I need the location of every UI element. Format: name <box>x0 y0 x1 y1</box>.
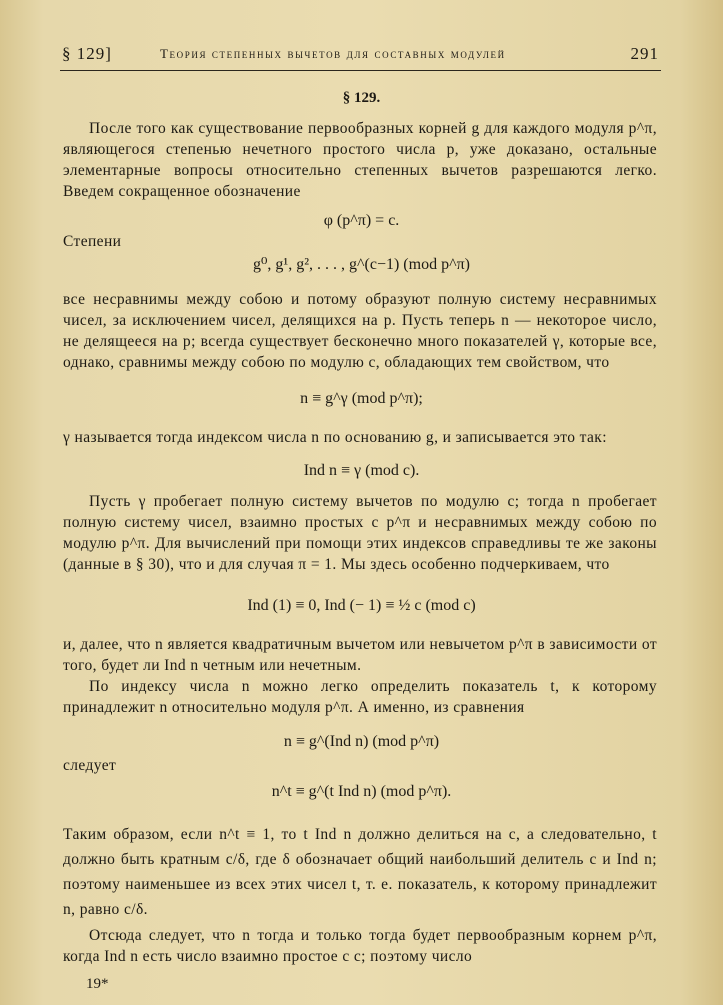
paragraph-2: Степени <box>63 233 122 250</box>
formula-5: Ind (1) ≡ 0, Ind (− 1) ≡ ½ c (mod c) <box>247 597 476 614</box>
formula-4: Ind n ≡ γ (mod c). <box>303 462 420 479</box>
header-section: § 129] <box>62 44 112 63</box>
paragraph-5: Пусть γ пробегает полную систему вычетов по модулю c; тогда n пробегает полную систему чисел, взаимно простых с p^π и несравнимых между собою по модулю p^π. Для вычислений при помощи этих индексов справедливы те же законы (данные в § 30), что и для случая π = 1. Мы здесь особенно подчеркиваем, что <box>63 493 657 573</box>
paragraph-9: Таким образом, если n^t ≡ 1, то t Ind n должно делиться на c, а следовательно, t должно быть кратным c/δ, где δ обозначает общий наибольший делитель c и Ind n; поэтому наименьшее из всех этих чисел t, т. е. показатель, к которому принадлежит n, равно c/δ. <box>63 826 657 918</box>
running-header <box>62 44 659 68</box>
paragraph-1: После того как существование первообразных корней g для каждого модуля p^π, являющегося степенью нечетного простого числа p, уже доказано, остальные элементарные вопросы относительно степенных вычетов разрешаются легко. Введем сокращенное обозначение <box>63 120 657 200</box>
formula-7: n^t ≡ g^(t Ind n) (mod p^π). <box>271 783 452 800</box>
formula-3: n ≡ g^γ (mod p^π); <box>300 390 423 407</box>
section-heading: § 129. <box>342 90 381 106</box>
header-title: Теория степенных вычетов для составных модулей <box>160 46 506 61</box>
paragraph-7: По индексу числа n можно легко определить показатель t, к которому принадлежит n относительно модуля p^π. А именно, из сравнения <box>63 678 657 716</box>
paragraph-4: γ называется тогда индексом числа n по основанию g, и записывается это так: <box>63 429 607 446</box>
header-rule <box>60 70 661 71</box>
paragraph-10: Отсюда следует, что n тогда и только тогда будет первообразным корнем p^π, когда Ind n есть число взаимно простое с c; поэтому число <box>63 927 657 965</box>
paragraph-8: следует <box>63 757 117 774</box>
formula-2: g⁰, g¹, g², . . . , g^(c−1) (mod p^π) <box>253 256 470 273</box>
signature-mark: 19* <box>86 976 109 992</box>
page-number: 291 <box>630 44 659 63</box>
formula-6: n ≡ g^(Ind n) (mod p^π) <box>283 733 440 750</box>
formula-1: φ (p^π) = c. <box>323 212 400 229</box>
paragraph-3: все несравнимы между собою и потому образуют полную систему несравнимых чисел, за исключением чисел, делящихся на p. Пусть теперь n — некоторое число, не делящееся на p; всегда существует бесконечно много показателей γ, которые все, однако, сравнимы между собою по модулю c, обладающих тем свойством, что <box>63 291 657 371</box>
paragraph-6: и, далее, что n является квадратичным вычетом или невычетом p^π в зависимости от того, будет ли Ind n четным или нечетным. <box>63 636 657 674</box>
